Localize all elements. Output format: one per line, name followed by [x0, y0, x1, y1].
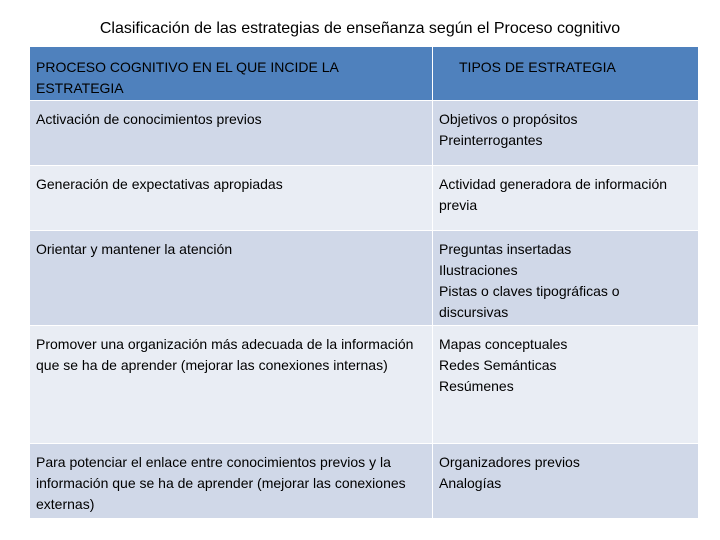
tipo-item: Resúmenes	[439, 378, 514, 394]
cell-tipos	[433, 101, 699, 166]
tipo-item: Analogías	[439, 475, 502, 491]
cell-tipos	[433, 326, 699, 444]
tipo-item: Redes Semánticas	[439, 357, 557, 373]
tipo-item: Organizadores previos	[439, 454, 580, 470]
table-row	[30, 444, 699, 519]
cell-tipos	[433, 444, 699, 519]
strategies-table	[29, 46, 699, 519]
tipo-item: Ilustraciones	[439, 262, 518, 278]
tipo-item: Objetivos o propósitos	[439, 111, 578, 127]
cell-tipos	[433, 166, 699, 231]
tipo-item: Pistas o claves tipográficas o discursivas	[439, 283, 620, 320]
cell-tipos	[433, 231, 699, 326]
tipo-item: Preguntas insertadas	[439, 241, 572, 257]
cell-proceso: Para potenciar el enlace entre conocimientos previos y la información que se ha de aprender (mejorar las conexiones externas)	[30, 444, 433, 519]
cell-proceso: Activación de conocimientos previos	[30, 101, 433, 166]
table-row	[30, 101, 699, 166]
table-header-row	[30, 47, 699, 101]
table-row	[30, 166, 699, 231]
tipo-item: Mapas conceptuales	[439, 336, 568, 352]
cell-proceso: Promover una organización más adecuada de la información que se ha de aprender (mejorar las conexiones internas)	[30, 326, 433, 444]
cell-proceso: Generación de expectativas apropiadas	[30, 166, 433, 231]
table-row	[30, 326, 699, 444]
cell-proceso: Orientar y mantener la atención	[30, 231, 433, 326]
tipo-item: Actividad generadora de información previa	[439, 176, 668, 213]
header-tipos: TIPOS DE ESTRATEGIA	[433, 47, 699, 101]
tipo-item: Preinterrogantes	[439, 132, 543, 148]
page-title: Clasificación de las estrategias de enseñanza según el Proceso cognitivo	[99, 20, 621, 37]
table-row	[30, 231, 699, 326]
header-proceso: PROCESO COGNITIVO EN EL QUE INCIDE LA ESTRATEGIA	[30, 47, 433, 101]
